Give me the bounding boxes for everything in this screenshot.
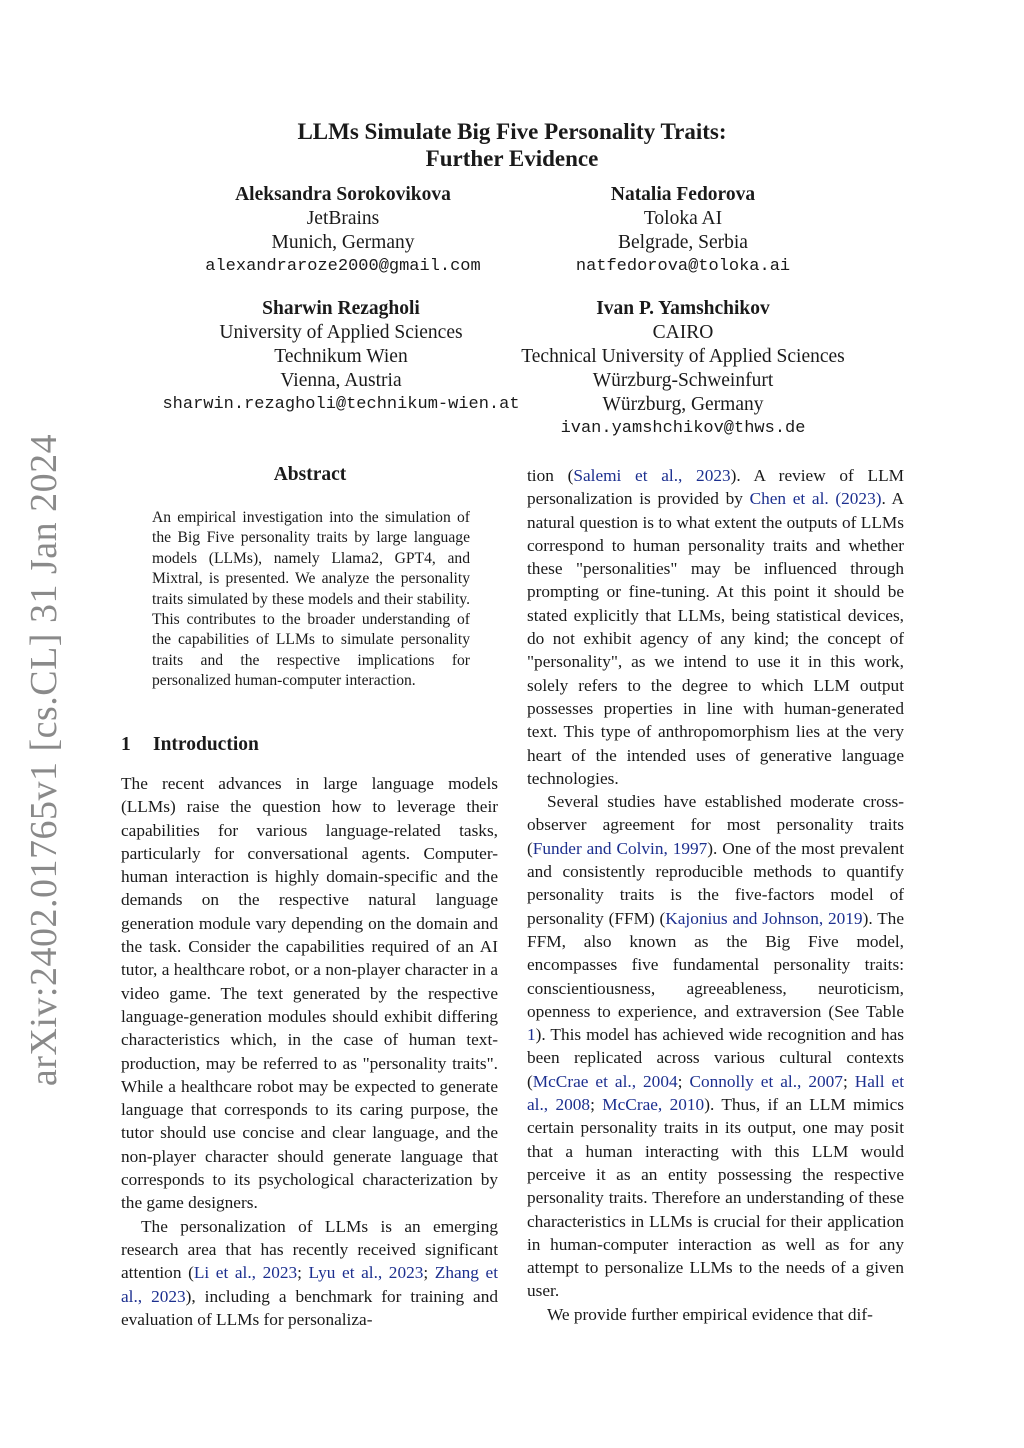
abstract-heading: Abstract xyxy=(273,464,347,485)
citation-link[interactable]: Salemi et al., 2023 xyxy=(573,466,731,485)
paragraph: We provide further empirical evidence that dif- xyxy=(547,1304,873,1324)
abstract-text: An empirical investigation into the simulation of the Big Five personality traits by large language models (LLMs), namely Llama2, GPT4, and Mixtral, is presented. We analyze the personality traits simulated by these models and their stability. This contributes to the broader understanding of the capabilities of LLMs to simulate personality traits and the respective implications for personalized human-computer interaction. xyxy=(152,509,470,690)
author-name: Aleksandra Sorokovikova xyxy=(235,184,451,205)
section-heading xyxy=(121,734,259,756)
author-affiliation: Technikum Wien xyxy=(274,346,408,367)
section-number: 1 xyxy=(121,734,131,755)
left-column xyxy=(121,772,498,1331)
author-location: Vienna, Austria xyxy=(280,370,402,391)
title-line-1: LLMs Simulate Big Five Personality Traits: xyxy=(297,119,727,144)
author-4 xyxy=(503,297,863,441)
author-email[interactable]: sharwin.rezagholi@technikum-wien.at xyxy=(162,395,520,414)
author-email[interactable]: alexandraroze2000@gmail.com xyxy=(205,257,481,276)
author-affiliation: CAIRO xyxy=(652,322,714,343)
citation-link[interactable]: Zhang et al., 2023 xyxy=(121,1263,498,1306)
paragraph: The personalization of LLMs is an emerging research area that has recently received significant attention (Li et al., 2023; Lyu et al., 2023; Zhang et al., 2023), including a benchmark for training and evaluation of LLMs for personaliza- xyxy=(121,1216,498,1329)
citation-link[interactable]: Lyu et al., 2023 xyxy=(308,1263,424,1283)
section-title: Introduction xyxy=(153,734,259,755)
table-reference-link[interactable]: 1 xyxy=(527,1025,536,1045)
author-affiliation: Technical University of Applied Sciences xyxy=(521,346,845,367)
author-email[interactable]: natfedorova@toloka.ai xyxy=(575,257,791,276)
author-affiliation: Würzburg-Schweinfurt xyxy=(592,370,774,391)
citation-link[interactable]: McCrae et al., 2004 xyxy=(532,1071,678,1091)
citation-link[interactable]: Funder and Colvin, 1997 xyxy=(532,838,708,858)
author-3 xyxy=(150,297,532,417)
author-2 xyxy=(533,183,833,279)
author-email[interactable]: ivan.yamshchikov@thws.de xyxy=(560,419,806,438)
author-location: Munich, Germany xyxy=(271,232,415,253)
citation-link[interactable]: Hall et al., 2008 xyxy=(527,1071,905,1115)
author-affiliation: JetBrains xyxy=(306,208,380,229)
paper-title xyxy=(212,118,812,172)
paragraph: The recent advances in large language models (LLMs) raise the question how to leverage their capabilities for various language-related tasks, particularly for conversational agents. Computer-human interaction is highly domain-specific and the demands on the respective natural language generation module vary depending on the domain and the task. Consider the capabilities required of an AI tutor, a healthcare robot, or a non-player character in a video game. The text generated by the respective language-generation modules should exhibit differing characteristics which, in the case of human text-production, may be referred to as "personality traits". While a healthcare robot may be expected to generate language that corresponds to its caring purpose, the tutor should use concise and clear language, and the non-player character should generate language that corresponds to its psychological characterization by the game designers. xyxy=(121,774,498,1213)
citation-link[interactable]: McCrae, 2010 xyxy=(602,1095,705,1115)
author-location: Belgrade, Serbia xyxy=(618,232,748,253)
author-affiliation: Toloka AI xyxy=(643,208,723,229)
author-1 xyxy=(193,183,493,279)
author-name: Natalia Fedorova xyxy=(610,184,756,205)
author-name: Sharwin Rezagholi xyxy=(262,298,420,319)
author-affiliation: University of Applied Sciences xyxy=(219,322,463,343)
citation-link[interactable]: Connolly et al., 2007 xyxy=(689,1071,843,1091)
title-line-2: Further Evidence xyxy=(425,146,599,171)
citation-link[interactable]: Chen et al. (2023) xyxy=(749,489,882,509)
paragraph: Several studies have established moderate cross-observer agreement for most personality traits (Funder and Colvin, 1997). One of the most prevalent and consistently reproducible methods to quantify personality traits is the five-factors model of personality (FFM) (Kajonius and Johnson, 2019). The FFM, also known as the Big Five model, encompasses five fundamental personality traits: conscientiousness, agreeableness, neuroticism, openness to experience, and extraversion (See Table 1). This model has achieved wide recognition and has been replicated across various cultural contexts (McCrae et al., 2004; Connolly et al., 2007; Hall et al., 2008; McCrae, 2010). Thus, if an LLM mimics certain personality traits in its output, one may posit that a human interacting with this LLM would perceive it as an entity possessing the respective personality traits. Therefore an understanding of these characteristics in LLMs is crucial for their application in human-computer interaction as well as for any attempt to personalize LLMs to the needs of a given user. xyxy=(527,792,905,1301)
citation-link[interactable]: Kajonius and Johnson, 2019 xyxy=(665,908,863,928)
author-location: Würzburg, Germany xyxy=(602,394,764,415)
arxiv-identifier: arXiv:2402.01765v1 [cs.CL] 31 Jan 2024 xyxy=(23,433,65,1087)
right-column xyxy=(527,464,904,1326)
author-name: Ivan P. Yamshchikov xyxy=(596,298,770,319)
citation-link[interactable]: Li et al., 2023 xyxy=(193,1263,298,1283)
paragraph: tion (Salemi et al., 2023). A review of LLM personalization is provided by Chen et al. (2023). A natural question is to what extent the outputs of LLMs correspond to human personality traits and whether these "personalities" may be influenced through prompting or fine-tuning. At this point it should be stated explicitly that LLMs, being statistical devices, do not exhibit agency of any kind; the concept of "personality", as we intend to use it in this work, solely refers to the degree to which LLM output possesses properties in line with human-generated text. This type of anthropomorphism lies at the very heart of the intended uses of generative language technologies. xyxy=(527,466,905,788)
